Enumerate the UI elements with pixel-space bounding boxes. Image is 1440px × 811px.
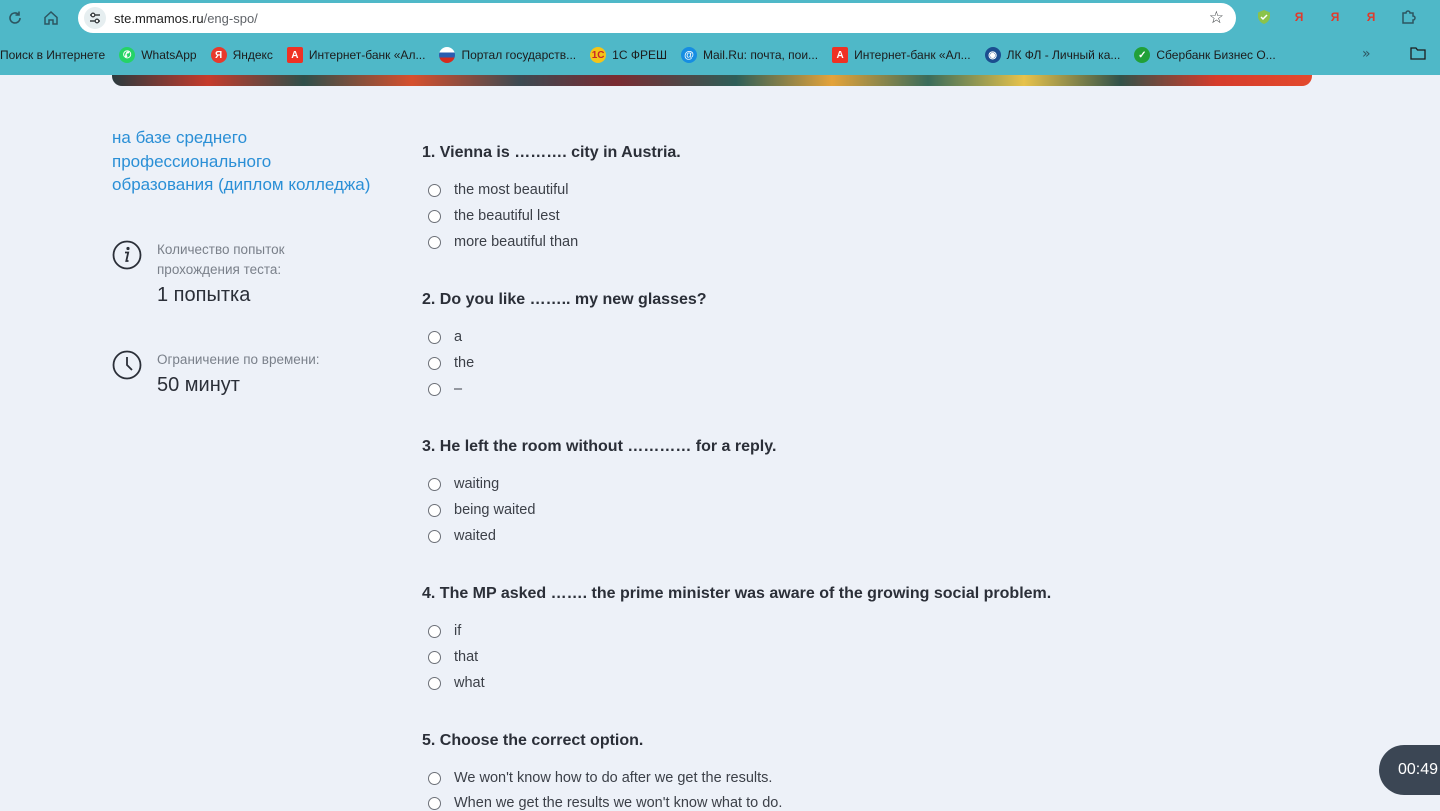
radio-button[interactable] (428, 797, 441, 810)
bookmark-label: Портал государств... (461, 48, 577, 62)
answer-option[interactable] (428, 649, 478, 665)
answer-label: what (454, 675, 485, 691)
answer-option[interactable] (428, 234, 578, 250)
answer-option[interactable] (428, 528, 496, 544)
yandex-icon: Я (211, 47, 227, 63)
yandex-extension-icon[interactable]: Я (1366, 10, 1376, 24)
answer-label: if (454, 623, 462, 639)
info-icon (112, 240, 142, 270)
home-icon[interactable] (39, 6, 63, 30)
radio-button[interactable] (428, 210, 441, 223)
question-block (422, 291, 707, 397)
address-bar[interactable] (78, 3, 1236, 33)
bookmark-item[interactable] (287, 47, 426, 63)
time-limit-value: 50 минут (157, 374, 240, 396)
url-text (114, 11, 258, 26)
bookmark-item[interactable] (1134, 47, 1275, 63)
question-title: 2. Do you like …….. my new glasses? (422, 291, 707, 308)
bookmark-star-icon[interactable]: ☆ (1208, 8, 1224, 28)
answer-label: that (454, 649, 479, 665)
yandex-extension-icon[interactable]: Я (1330, 10, 1340, 24)
radio-button[interactable] (428, 331, 441, 344)
question-title: 5. Choose the correct option. (422, 732, 644, 749)
yandex-extension-icon[interactable]: Я (1294, 10, 1304, 24)
radio-button[interactable] (428, 651, 441, 664)
answer-label: the beautiful lest (454, 208, 560, 224)
alfa-icon: A (832, 47, 848, 63)
browser-toolbar (0, 0, 1440, 36)
site-settings-icon[interactable] (84, 7, 106, 29)
bookmark-item[interactable] (0, 48, 105, 62)
time-limit-label: Ограничение по времени: (157, 352, 320, 367)
bookmark-item[interactable] (119, 47, 196, 63)
radio-button[interactable] (428, 530, 441, 543)
countdown-timer: 00:49 (1379, 745, 1440, 795)
url-path: /eng-spo/ (203, 10, 258, 26)
answer-option[interactable] (428, 795, 782, 811)
answer-label: We won't know how to do after we get the results. (454, 770, 773, 786)
radio-button[interactable] (428, 184, 441, 197)
bookmark-label: 1С ФРЕШ (612, 48, 667, 62)
attempts-value: 1 попытка (157, 284, 251, 306)
attempts-label: Количество попыток прохождения теста: (157, 242, 285, 277)
extensions-puzzle-icon[interactable] (1398, 7, 1418, 27)
education-level-title: на базе среднего профессионального образования (диплом колледжа) (112, 128, 371, 194)
answer-option[interactable] (428, 381, 462, 397)
whatsapp-icon: ✆ (119, 47, 135, 63)
mail-icon: @ (681, 47, 697, 63)
answer-option[interactable] (428, 502, 535, 518)
bookmarks-more-icon[interactable]: » (1362, 46, 1371, 62)
question-title: 4. The MP asked ……. the prime minister was aware of the growing social problem. (422, 585, 1052, 602)
question-block (422, 144, 681, 250)
shield-extension-icon[interactable] (1254, 7, 1274, 27)
bookmarks-bar (0, 40, 1440, 70)
bookmark-item[interactable] (211, 47, 273, 63)
answer-label: waiting (454, 476, 500, 492)
answer-label: being waited (454, 502, 536, 518)
bookmark-label: Сбербанк Бизнес О... (1156, 48, 1276, 62)
url-host: ste.mmamos.ru (114, 10, 204, 26)
browser-chrome (0, 0, 1440, 75)
bookmark-item[interactable] (439, 47, 576, 63)
bookmark-label: Поиск в Интернете (0, 48, 106, 62)
bookmark-label: Интернет-банк «Ал... (308, 48, 426, 62)
alfa-icon: A (287, 47, 303, 63)
radio-button[interactable] (428, 625, 441, 638)
radio-button[interactable] (428, 772, 441, 785)
answer-label: When we get the results we won't know what to do. (454, 795, 783, 811)
reload-icon[interactable] (3, 6, 27, 30)
answer-option[interactable] (428, 623, 461, 639)
answer-option[interactable] (428, 208, 560, 224)
question-block (422, 438, 777, 544)
question-block (422, 732, 783, 811)
answer-label: waited (454, 528, 496, 544)
answer-option[interactable] (428, 355, 474, 371)
answer-label: a (454, 329, 463, 345)
radio-button[interactable] (428, 383, 441, 396)
radio-button[interactable] (428, 236, 441, 249)
question-title: 1. Vienna is ………. city in Austria. (422, 144, 681, 161)
radio-button[interactable] (428, 677, 441, 690)
radio-button[interactable] (428, 504, 441, 517)
test-info-panel (112, 126, 372, 396)
bookmark-item[interactable] (985, 47, 1121, 63)
answer-option[interactable] (428, 476, 499, 492)
answer-label: – (454, 381, 463, 397)
gosuslugi-icon (439, 47, 455, 63)
answer-label: the most beautiful (454, 182, 569, 198)
fns-icon: ◉ (985, 47, 1001, 63)
radio-button[interactable] (428, 478, 441, 491)
header-banner-image (112, 75, 1312, 86)
question-block (422, 585, 1052, 691)
bookmark-item[interactable] (832, 47, 971, 63)
answer-label: the (454, 355, 475, 371)
bookmark-item[interactable] (590, 47, 667, 63)
bookmark-label: Mail.Ru: почта, пои... (702, 48, 819, 62)
answer-option[interactable] (428, 329, 462, 345)
answer-option[interactable] (428, 675, 485, 691)
bookmark-item[interactable] (681, 47, 818, 63)
sber-icon: ✓ (1134, 47, 1150, 63)
answer-option[interactable] (428, 182, 568, 198)
answer-option[interactable] (428, 770, 772, 786)
radio-button[interactable] (428, 357, 441, 370)
1c-icon: 1C (590, 47, 606, 63)
answer-label: more beautiful than (454, 234, 579, 250)
clock-icon (112, 350, 142, 380)
question-title: 3. He left the room without ………… for a reply. (422, 438, 777, 455)
bookmark-label: Интернет-банк «Ал... (854, 48, 971, 62)
folder-icon[interactable] (1410, 46, 1426, 64)
bookmark-label: ЛК ФЛ - Личный ка... (1006, 48, 1121, 62)
bookmark-label: WhatsApp (141, 48, 197, 62)
bookmark-label: Яндекс (232, 48, 273, 62)
